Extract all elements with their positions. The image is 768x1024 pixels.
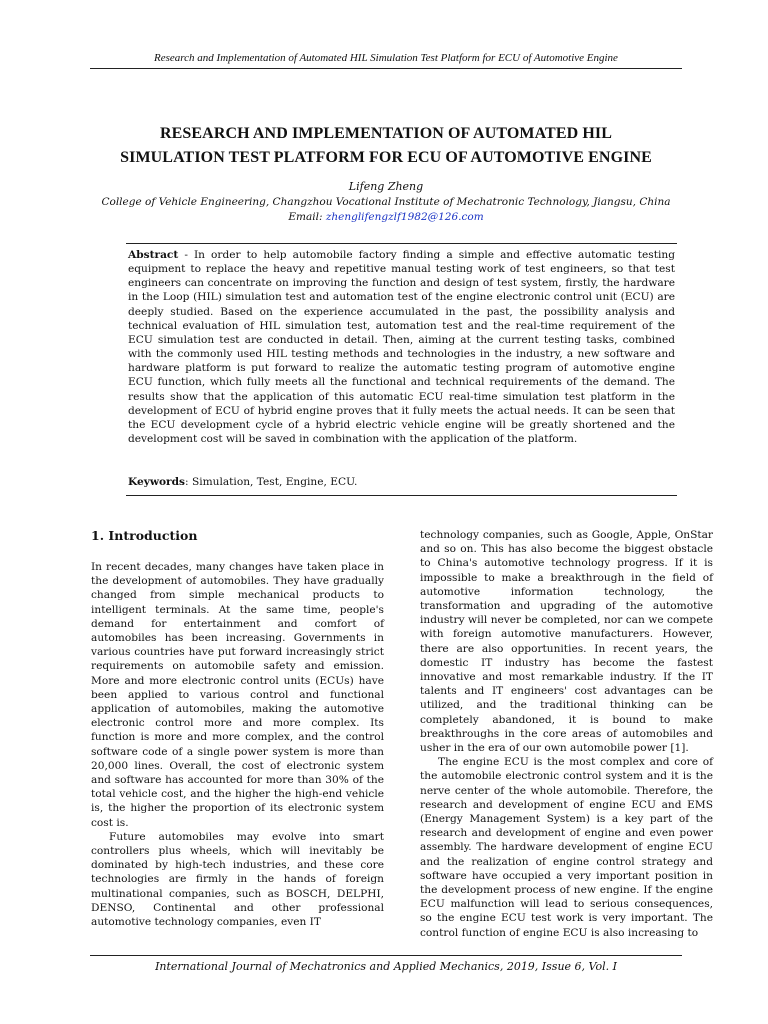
paragraph: technology companies, such as Google, Apple, OnStar and so on. This has also become the biggest obstacle to China's automotive technology progress. If it is impossible to make a breakthrough in the field of automotive information technology, the transformation and upgrading of the automotive industry will never be completed, nor can we compete with foreign automotive manufacturers. However, there are also opportunities. In recent years, the domestic IT industry has become the fastest innovative and most remarkable industry. If the IT talents and IT engineers' cost advantages can be utilized, and the traditional thinking can be completely abandoned, it is bound to make breakthroughs in the core areas of automobiles and usher in the era of our own automobile power [1]. bbox=[420, 529, 713, 755]
running-head: Research and Implementation of Automated HIL Simulation Test Platform for ECU of Automotive Engine bbox=[154, 52, 618, 64]
author-affiliation: College of Vehicle Engineering, Changzhou Vocational Institute of Mechatronic Technology, Jiangsu, China bbox=[101, 196, 671, 208]
journal-footer: International Journal of Mechatronics and Applied Mechanics, 2019, Issue 6, Vol. I bbox=[155, 960, 617, 973]
title-line-2: SIMULATION TEST PLATFORM FOR ECU OF AUTOMOTIVE ENGINE bbox=[120, 149, 652, 166]
header-rule bbox=[90, 68, 682, 69]
section-heading-introduction: 1. Introduction bbox=[91, 528, 198, 543]
paragraph: The engine ECU is the most complex and core of the automobile electronic control system and it is the nerve center of the whole automobile. Therefore, the research and development of engine ECU and EMS (Energy Management System) is a key part of the research and development of engine and even power assembly. The hardware development of engine ECU and the realization of engine control strategy and software have occupied a very important position in the development process of new engine. If the engine ECU malfunction will lead to serious consequences, so the engine ECU test work is very important. The control function of engine ECU is also increasing to bbox=[420, 756, 713, 939]
abstract-rule-bottom bbox=[126, 495, 677, 496]
paragraph: In recent decades, many changes have taken place in the development of automobiles. They have gradually changed from simple mechanical products to intelligent terminals. At the same time, people's demand for entertainment and comfort of automobiles has been increasing. Governments in various countries have put forward increasingly strict requirements on automobile safety and emission. More and more electronic control units (ECUs) have been applied to various control and functional application of automobiles, making the automotive electronic control more and more complex. Its function is more and more complex, and the control software code of a single power system is more than 20,000 lines. Overall, the cost of electronic system and software has accounted for more than 30% of the total vehicle cost, and the higher the high-end vehicle is, the higher the proportion of its electronic system cost is. bbox=[91, 561, 384, 829]
footer-rule bbox=[90, 955, 682, 956]
keywords bbox=[128, 475, 675, 489]
abstract-rule-top bbox=[126, 243, 677, 244]
author-name: Lifeng Zheng bbox=[348, 180, 424, 193]
paper-title bbox=[80, 122, 692, 170]
email-label: Email: bbox=[288, 211, 326, 223]
abstract-label: Abstract bbox=[128, 249, 179, 261]
left-column bbox=[91, 560, 384, 929]
author-email-link[interactable]: zhenglifengzlf1982@126.com bbox=[325, 211, 484, 223]
abstract bbox=[128, 248, 675, 446]
paragraph: Future automobiles may evolve into smart controllers plus wheels, which will inevitably be dominated by high-tech industries, and these core technologies are firmly in the hands of foreign multinational companies, such as BOSCH, DELPHI, DENSO, Continental and other professional automotive technology companies, even IT bbox=[91, 830, 384, 929]
right-column bbox=[420, 528, 713, 940]
abstract-text: - In order to help automobile factory finding a simple and effective automatic testing equipment to replace the heavy and repetitive manual testing work of test engineers, so that test engineers can concentrate on improving the function and design of test system, firstly, the hardware in the Loop (HIL) simulation test and automation test of the engine electronic control unit (ECU) are deeply studied. Based on the experience accumulated in the past, the possibility analysis and technical evaluation of HIL simulation test, automation test and the real-time requirement of the ECU simulation test are conducted in detail. Then, aiming at the current testing tasks, combined with the commonly used HIL testing methods and technologies in the industry, a new software and hardware platform is put forward to realize the automatic testing program of automotive engine ECU function, which fully meets all the functional and technical requirements of the demand. The results show that the application of this automatic ECU real-time simulation test platform in the development of ECU of hybrid engine proves that it fully meets the actual needs. It can be seen that the ECU development cycle of a hybrid electric vehicle engine will be greatly shortened and the development cost will be saved in combination with the application of the platform. bbox=[128, 249, 675, 446]
keywords-text: : Simulation, Test, Engine, ECU. bbox=[185, 476, 358, 488]
author-email-line bbox=[80, 210, 692, 224]
title-line-1: RESEARCH AND IMPLEMENTATION OF AUTOMATED HIL bbox=[159, 125, 612, 142]
keywords-label: Keywords bbox=[128, 476, 186, 488]
